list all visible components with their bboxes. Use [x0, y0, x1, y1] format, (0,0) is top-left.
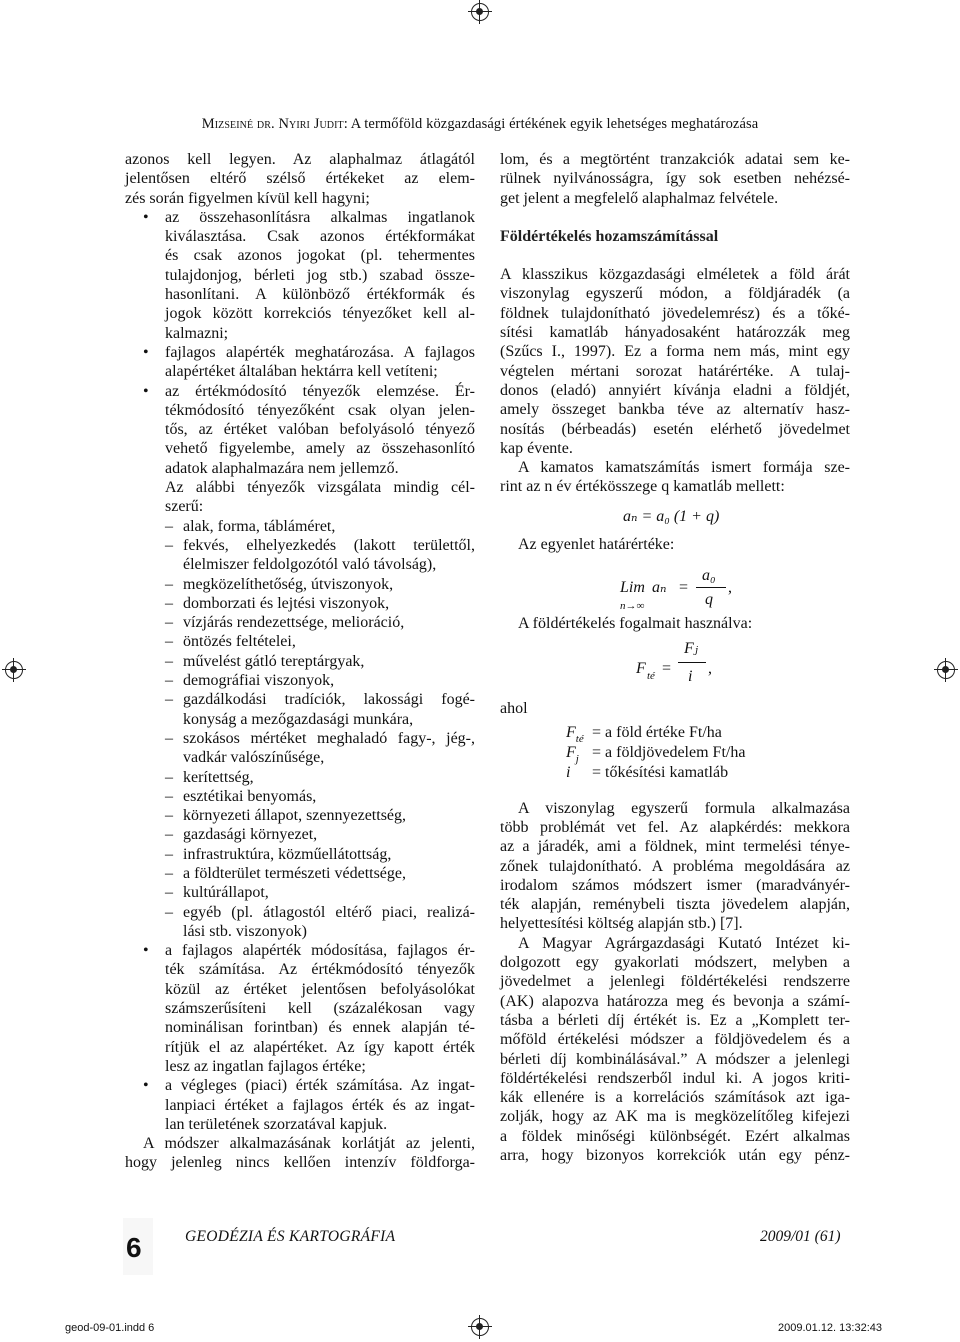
text-line: adatok alaphalmazára nem jellemző. [165, 459, 399, 477]
text-line: művelést gátló tereptárgyak, [183, 652, 365, 670]
dash-list-item [125, 517, 475, 536]
text-line: viszonylag egyszerű módon, a földjáradék (a [500, 285, 850, 303]
dash-icon: – [165, 845, 173, 863]
text-line: ték számítása. Az értékmódosító tényezők [165, 961, 475, 979]
paragraph [500, 799, 850, 934]
equation-comma: , [708, 660, 712, 678]
text-line: alapértéket általában hektárra kell vetíteni; [165, 363, 438, 381]
text-line: sítési kamatláb hányadosaként határozzák meg [500, 324, 850, 342]
text-line: lesz az ingatlan fajlagos értéke; [165, 1057, 366, 1075]
text-line: A Magyar Agrárgazdasági Kutató Intézet ki- [518, 934, 850, 952]
dash-list-item [125, 787, 475, 806]
variable-subscript: té [575, 732, 584, 745]
text-line: vízjárás rendezettsége, melioráció, [183, 614, 405, 632]
paragraph [500, 265, 850, 458]
text-line: A klasszikus közgazdasági elméletek a föld árát [500, 266, 850, 284]
journal-title: GEODÉZIA ÉS KARTOGRÁFIA [185, 1228, 396, 1245]
fraction-denominator: q [705, 591, 713, 609]
variable-row [566, 743, 746, 765]
text-line: közül az értéket jelentősen befolyásolókat [165, 980, 475, 998]
text-line: a földek minőségi különbségét. Ezért alkalmas [500, 1127, 850, 1145]
text-line: zés során figyelmen kívül kell hagyni; [125, 189, 370, 207]
text-line: öntözés feltételei, [183, 633, 296, 651]
dash-icon: – [165, 884, 173, 902]
section-heading: Földértékelés hozamszámítással [500, 227, 719, 245]
dash-list-item [125, 575, 475, 594]
text-line: tékmódosító tényezőként csak olyan jelen- [165, 401, 475, 419]
dash-icon: – [165, 768, 173, 786]
bullet-icon: • [143, 942, 149, 960]
text-line: szokásos mértéket meghaladó fagy-, jég-, [183, 729, 475, 747]
text-line: A földértékelés fogalmait használva: [518, 615, 753, 633]
fte-subscript: té [647, 670, 655, 683]
dash-icon: – [165, 614, 173, 632]
left-column [125, 150, 475, 1173]
text-line: lási stb. viszonyok) [183, 922, 307, 940]
page-number: 6 [126, 1232, 142, 1263]
paragraph [500, 934, 850, 1166]
dash-list-item [125, 613, 475, 632]
fraction-bar [696, 587, 726, 588]
bullet-icon: • [143, 343, 149, 361]
text-line: vehető figyelembe, amely az összehasonlító [165, 440, 475, 458]
dash-list-item [125, 632, 475, 651]
text-line: lom, és a megtörtént tranzakciók adatai sem ke- [500, 151, 850, 168]
variable-list [500, 719, 850, 799]
text-line: földnek tulajdonítható jövedelemrész) és a tőké- [500, 304, 850, 322]
text-line: dolgozott egy gyakorlati módszert, melyben a [500, 954, 850, 972]
text-line: az a járadék, ami a földnek, mint termelési ténye- [500, 838, 850, 856]
registration-mark-right [937, 661, 955, 679]
text-line: arra, hogy bizonyos korrekciók után egy pénz- [500, 1146, 850, 1164]
dash-list-item [125, 883, 475, 902]
author-2: Nyiri Judit [278, 116, 344, 132]
text-line: környezeti állapot, szennyezettség, [183, 807, 407, 825]
dash-icon: – [165, 672, 173, 690]
text-line: kiválasztása. Csak azonos értékformákat [165, 228, 475, 246]
registration-mark-left [5, 661, 23, 679]
dash-icon: – [165, 575, 173, 593]
print-slug-file: geod-09-01.indd 6 [65, 1322, 155, 1334]
text-line: domborzati és lejtési viszonyok, [183, 594, 390, 612]
text-line: azonos kell legyen. Az alaphalmaz átlagától [125, 151, 475, 168]
print-slug-date: 2009.01.12. 13:32:43 [778, 1322, 882, 1334]
text-line: kultúrállapot, [183, 884, 269, 902]
equation-comma: , [728, 579, 732, 597]
text-line: tulajdonjog, bérleti jog stb.) szabad össze- [165, 266, 475, 284]
fraction-numerator: a₀ [702, 567, 716, 585]
text-line: bérleti díj kombinálásával.” A módszer a jelenlegi [500, 1050, 850, 1068]
dash-icon: – [165, 536, 173, 554]
closing-paragraph [125, 1134, 475, 1173]
text-line: (Szűcs I., 1997). Ez a forma nem más, mint egy [500, 343, 850, 361]
intro-paragraph [125, 150, 475, 208]
variable-description: = a föld értéke Ft/ha [592, 723, 722, 741]
dash-list-item [125, 845, 475, 864]
text-line: tős, az értéket valóban befolyásoló tényező [165, 421, 475, 439]
dash-icon: – [165, 729, 173, 747]
text-line: A kamatos kamatszámítás ismert formája sze- [518, 459, 850, 477]
text-line: alak, forma, tábláméret, [183, 517, 336, 535]
text-line: Az alábbi tényezők vizsgálata mindig cél- [165, 479, 475, 497]
dash-list [125, 517, 475, 942]
text-line: szerű: [165, 498, 204, 516]
text-line: esztétikai benyomás, [183, 787, 317, 805]
bullet-icon: • [143, 382, 149, 400]
text-line: kerítettség, [183, 768, 254, 786]
text-line: donos (eladó) annyiért kívánja eladni a földjét, [500, 381, 850, 399]
text-line: földértékelési rendszerből indul ki. A jogos kriti- [500, 1069, 850, 1087]
fraction-denominator: i [688, 668, 693, 686]
lim-variable: aₙ [652, 579, 667, 597]
text-line: kalmazni; [165, 324, 229, 342]
registration-mark-top [471, 3, 489, 21]
fte-symbol: F [636, 660, 646, 678]
text-line: rülnek nyilvánosságra, így sok esetben nehézsé- [500, 170, 850, 188]
text-line: jelentősen eltérő szélső értékeket az elem- [125, 170, 475, 188]
dash-list-item [125, 671, 475, 690]
dash-icon: – [165, 652, 173, 670]
text-line: hogy jelenleg nincs kellően intenzív földforga- [125, 1154, 475, 1172]
dash-icon: – [165, 787, 173, 805]
dash-icon: – [165, 807, 173, 825]
dash-icon: – [165, 864, 173, 882]
equation-compound [500, 497, 850, 535]
text-line: lan területének szorzatával kapjuk. [165, 1115, 388, 1133]
text-line: megközelíthetőség, útviszonyok, [183, 575, 394, 593]
equation-text: aₙ = a₀ (1 + q) [623, 507, 720, 525]
text-line: az értékmódosító tényezők elemzése. Ér- [165, 382, 475, 400]
dash-list-item [125, 903, 475, 942]
text-line: és csak azonos jogokat (pl. tehermentes [165, 247, 475, 265]
text-line: mőföld értékelési módszer a földjövedelem és a [500, 1031, 850, 1049]
dash-icon: – [165, 691, 173, 709]
text-line: rítjük el az alapértéket. Az így kapott érték [165, 1038, 475, 1056]
where-label: ahol [500, 700, 528, 718]
article-title: : A termőföld közgazdasági értékének egyik lehetséges meghatározása [343, 116, 759, 132]
text-line: jövedelmet a jelenlegi földértékelési rendszerre [500, 973, 850, 991]
text-line: hasonlítani. A különböző értékformák és [165, 286, 475, 304]
lim-label: Lim [620, 579, 645, 597]
text-line: zőnek tulajdonítható. A probléma megoldására az [500, 857, 850, 875]
text-line: jogok között korrekciós tényezőket kell al- [165, 305, 475, 323]
text-line: irodalom számos módszert ismer (maradványér- [500, 876, 850, 894]
registration-mark-bottom [471, 1318, 489, 1336]
equals-sign: = [679, 579, 689, 597]
text-line: helyettesítési költség alapján stb.) [7]. [500, 915, 743, 933]
text-line: a fajlagos alapérték módosítása, fajlagos ér- [165, 942, 475, 960]
dash-list-item [125, 594, 475, 613]
dash-list-item [125, 652, 475, 671]
text-line: több problémát vet fel. Az alapkérdés: mekkora [500, 818, 850, 836]
bullet-icon: • [143, 208, 149, 226]
text-line: get jelent a megfelelő alaphalmaz felvétele. [500, 189, 779, 207]
right-column [500, 150, 850, 1165]
dash-icon: – [165, 633, 173, 651]
text-line: konyság a mezőgazdasági munkára, [183, 710, 414, 728]
text-line: fekvés, elhelyezkedés (lakott területtől, [183, 536, 475, 554]
bullet-item [125, 208, 475, 343]
text-line: vadkár valószínűsége, [183, 749, 325, 767]
text-line: élelmiszer feldolgozótól való távolság), [183, 556, 437, 574]
text-line: kap évente. [500, 439, 573, 457]
dash-list-item [125, 825, 475, 844]
variable-symbol: i [566, 763, 571, 781]
fraction-bar [678, 662, 706, 663]
text-line: lanpiaci értéket a fajlagos érték és az ingat- [165, 1096, 475, 1114]
text-line: a végleges (piaci) érték számítása. Az ingat- [165, 1077, 475, 1095]
dash-list-item [125, 768, 475, 787]
variable-row [566, 763, 729, 784]
text-line: demográfiai viszonyok, [183, 672, 335, 690]
dash-icon: – [165, 826, 173, 844]
text-line: a földterület természeti védettsége, [183, 864, 407, 882]
text-line: gazdálkodási tradíciók, lakossági fogé- [183, 691, 475, 709]
bullet-icon: • [143, 1077, 149, 1095]
bullet-item [125, 941, 475, 1076]
text-line: számszerűsíteni kell (százalékosan vagy [165, 1000, 475, 1018]
text-line: ték alapján, reménybeli tiszta jövedelem alapján, [500, 896, 850, 914]
text-line: kák ellenére is a korrelációs számítások azt iga- [500, 1089, 850, 1107]
text-line: az összehasonlításra alkalmas ingatlanok [165, 208, 475, 226]
text-line: végtelen mértani sorozat határértéke. A tulaj- [500, 362, 850, 380]
variable-symbol: F [566, 743, 576, 761]
text-line: A módszer alkalmazásának korlátját az jelenti, [143, 1135, 475, 1153]
paragraph [500, 458, 850, 497]
text-line: gazdasági környezet, [183, 826, 318, 844]
text-line: A viszonylag egyszerű formula alkalmazása [518, 799, 850, 817]
text-line: tásba a bérleti díj értékét is. Ez a „Komplett ter- [500, 1011, 850, 1029]
bullet-item [125, 1076, 475, 1134]
dash-list-item [125, 690, 475, 729]
text-line: egyéb (pl. átlagostól eltérő piaci, realizá- [183, 903, 475, 921]
dash-icon: – [165, 903, 173, 921]
running-head [120, 116, 840, 133]
text-line: zolják, hogy az AK ma is megközelítőleg kifejezi [500, 1108, 850, 1126]
fraction-numerator: Fⱼ [684, 640, 698, 658]
intro-paragraph [500, 150, 850, 208]
text-line: (AK) alapozva határozza meg és bevonja a számí- [500, 992, 850, 1010]
bullet-item [125, 343, 475, 382]
dash-list-item [125, 536, 475, 575]
variable-row [566, 723, 722, 745]
dash-list-item [125, 729, 475, 768]
dash-list-item [125, 864, 475, 883]
equation-land-value: F té = Fⱼ i , [636, 640, 712, 686]
text-line: fajlagos alapérték meghatározása. A fajlagos [165, 343, 475, 361]
bullet-item [125, 382, 475, 517]
text-line: infrastruktúra, közműellátottság, [183, 845, 392, 863]
text-line: nosítás (bérbeadás) esetén elérhető jövedelmet [500, 420, 850, 438]
dash-icon: – [165, 517, 173, 535]
author-1: Mizseiné dr. [201, 116, 275, 132]
text-line: amely összeget bankba téve az alternatív hasz- [500, 401, 850, 419]
lim-subscript: n→∞ [620, 600, 645, 613]
text-line: rint az n év értékösszege q kamatláb mellett: [500, 478, 785, 496]
variable-symbol: F [566, 723, 576, 741]
dash-icon: – [165, 594, 173, 612]
journal-issue: 2009/01 (61) [760, 1228, 841, 1245]
text-line: Az egyenlet határértéke: [518, 535, 675, 553]
equation-limit [500, 554, 850, 614]
variable-description: = tőkésítési kamatláb [592, 763, 729, 781]
variable-description: = a földjövedelem Ft/ha [592, 743, 746, 761]
text-line: nominálisan forintban) és ennek alapján té- [165, 1019, 475, 1037]
dash-list-item [125, 806, 475, 825]
variable-subscript: j [575, 752, 579, 765]
